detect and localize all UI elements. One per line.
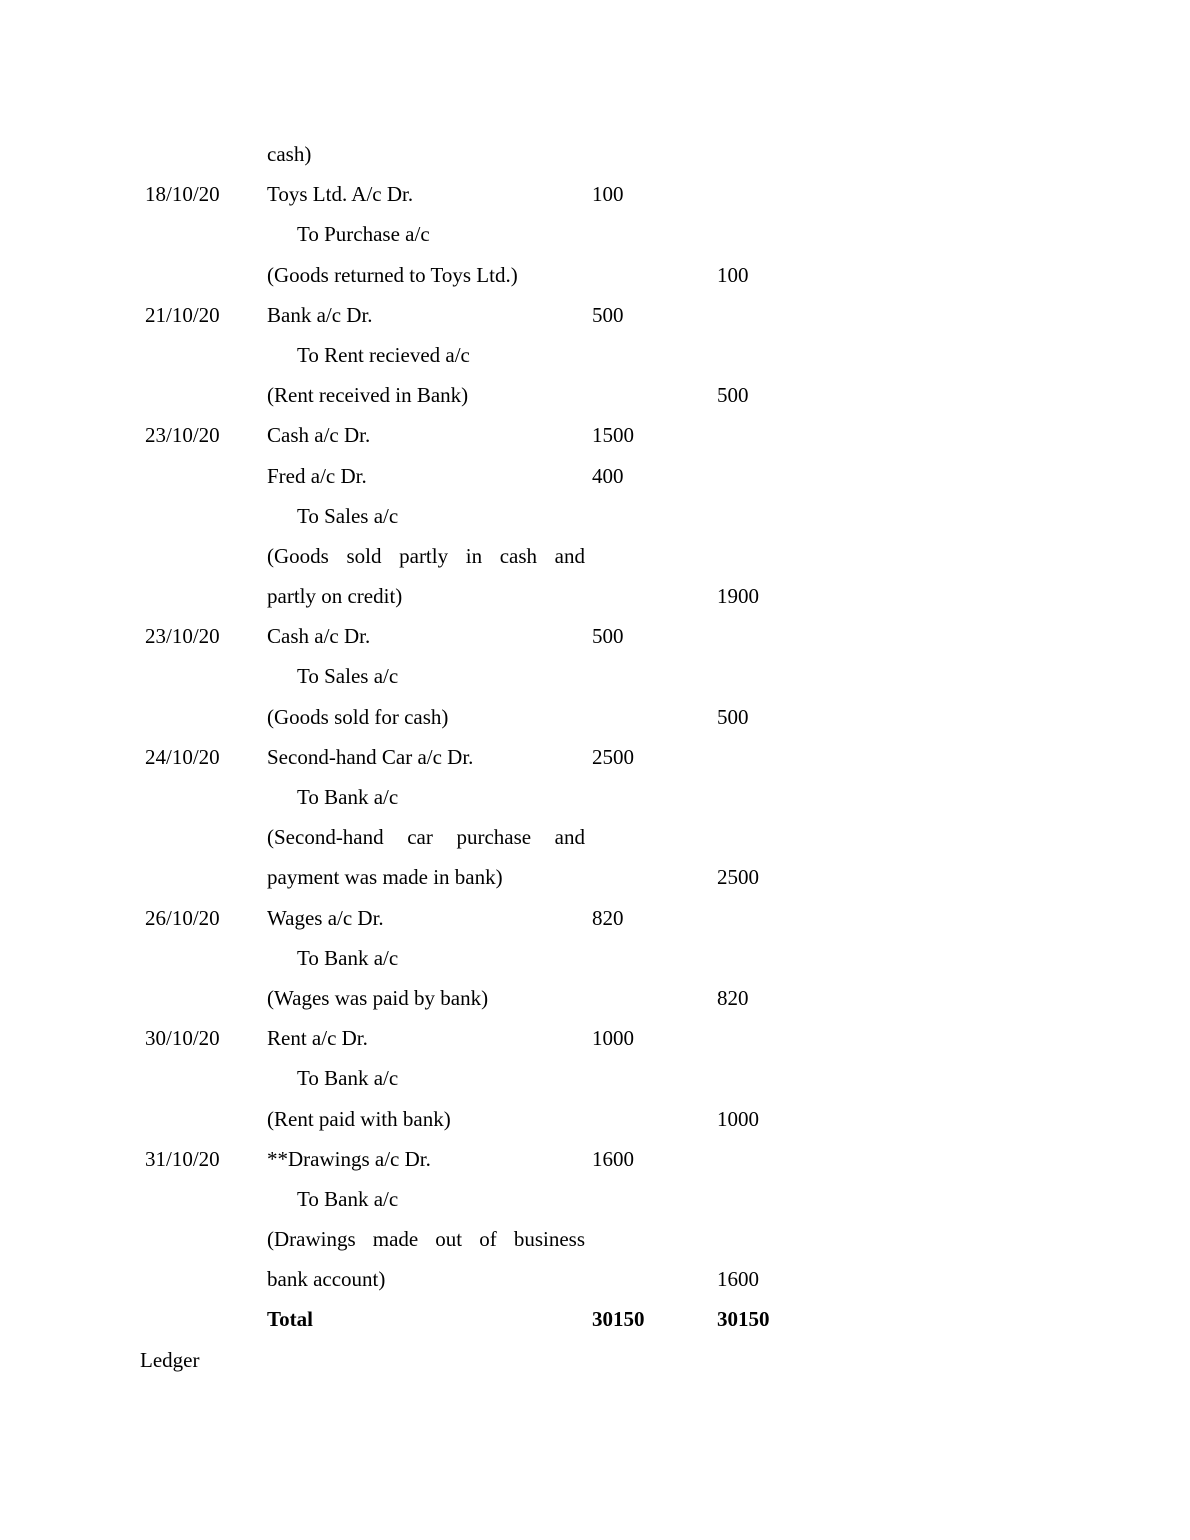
journal-row: [145, 295, 845, 335]
entry-particulars: Cash a/c Dr.: [267, 423, 371, 448]
journal-row: [145, 1179, 845, 1219]
entry-date: 30/10/20: [145, 1026, 220, 1051]
journal-row: [145, 857, 845, 897]
journal-row: [145, 938, 845, 978]
debit-amount: 400: [592, 463, 624, 488]
journal-row: [145, 255, 845, 295]
entry-particulars: To Sales a/c: [297, 503, 399, 528]
entry-particulars: bank account): [267, 1267, 386, 1292]
credit-amount: 820: [717, 985, 749, 1010]
journal-row: [145, 335, 845, 375]
total-credit: 30150: [717, 1307, 770, 1332]
entry-particulars: (Rent paid with bank): [267, 1106, 451, 1131]
credit-amount: 1600: [717, 1267, 759, 1292]
journal-row: [145, 174, 845, 214]
journal-row: [145, 536, 845, 576]
total-debit: 30150: [592, 1307, 645, 1332]
journal-row: [145, 737, 845, 777]
debit-amount: 500: [592, 624, 624, 649]
entry-particulars: To Bank a/c: [297, 945, 399, 970]
entry-particulars: Bank a/c Dr.: [267, 302, 373, 327]
journal-row: [145, 375, 845, 415]
journal-row: [145, 1139, 845, 1179]
journal-row: [145, 898, 845, 938]
credit-amount: 100: [717, 262, 749, 287]
entry-particulars: To Bank a/c: [297, 1066, 399, 1091]
credit-amount: 1900: [717, 584, 759, 609]
entry-date: 24/10/20: [145, 744, 220, 769]
journal-row: [145, 1259, 845, 1299]
credit-amount: 1000: [717, 1106, 759, 1131]
debit-amount: 1000: [592, 1026, 634, 1051]
entry-particulars: Rent a/c Dr.: [267, 1026, 368, 1051]
entry-particulars: partly on credit): [267, 584, 403, 609]
entry-particulars: (Wages was paid by bank): [267, 985, 489, 1010]
credit-amount: 500: [717, 383, 749, 408]
ledger-heading: Ledger: [140, 1348, 200, 1372]
journal-row: [145, 817, 845, 857]
journal-row: [145, 777, 845, 817]
journal-row: [145, 616, 845, 656]
entry-particulars: (Second-hand car purchase and: [267, 825, 585, 850]
debit-amount: 100: [592, 182, 624, 207]
entry-particulars: To Sales a/c: [297, 664, 399, 689]
entry-date: 21/10/20: [145, 302, 220, 327]
debit-amount: 820: [592, 905, 624, 930]
journal-row: [145, 496, 845, 536]
debit-amount: 1600: [592, 1146, 634, 1171]
entry-particulars: (Goods returned to Toys Ltd.): [267, 262, 518, 287]
journal-row: [145, 978, 845, 1018]
journal-row: [145, 1099, 845, 1139]
journal-row: [145, 1219, 845, 1259]
entry-date: 31/10/20: [145, 1146, 220, 1171]
journal-row: [145, 456, 845, 496]
entry-particulars: (Drawings made out of business: [267, 1227, 585, 1252]
entry-particulars: To Purchase a/c: [297, 222, 430, 247]
entry-particulars: To Bank a/c: [297, 1186, 399, 1211]
entry-particulars: (Goods sold for cash): [267, 704, 449, 729]
journal-row: [145, 134, 845, 174]
entry-date: 23/10/20: [145, 624, 220, 649]
total-label: Total: [267, 1307, 313, 1332]
entry-particulars: Second-hand Car a/c Dr.: [267, 744, 474, 769]
journal-table: [145, 134, 845, 1340]
entry-date: 18/10/20: [145, 182, 220, 207]
entry-date: 23/10/20: [145, 423, 220, 448]
entry-particulars: Fred a/c Dr.: [267, 463, 367, 488]
debit-amount: 500: [592, 302, 624, 327]
journal-row: [145, 415, 845, 455]
debit-amount: 1500: [592, 423, 634, 448]
journal-row: [145, 576, 845, 616]
journal-total-row: [145, 1299, 845, 1339]
entry-date: 26/10/20: [145, 905, 220, 930]
entry-particulars: Wages a/c Dr.: [267, 905, 384, 930]
entry-particulars: payment was made in bank): [267, 865, 503, 890]
debit-amount: 2500: [592, 744, 634, 769]
journal-row: [145, 1058, 845, 1098]
journal-row: [145, 697, 845, 737]
entry-particulars: Cash a/c Dr.: [267, 624, 371, 649]
entry-particulars: To Rent recieved a/c: [297, 342, 470, 367]
journal-row: [145, 214, 845, 254]
entry-particulars: Toys Ltd. A/c Dr.: [267, 182, 414, 207]
credit-amount: 2500: [717, 865, 759, 890]
journal-row: [145, 1018, 845, 1058]
entry-particulars: cash): [267, 142, 312, 166]
credit-amount: 500: [717, 704, 749, 729]
entry-particulars: To Bank a/c: [297, 785, 399, 809]
entry-particulars: (Goods sold partly in cash and: [267, 543, 585, 568]
journal-row: [145, 656, 845, 696]
entry-particulars: (Rent received in Bank): [267, 383, 469, 408]
entry-particulars: **Drawings a/c Dr.: [267, 1146, 431, 1171]
